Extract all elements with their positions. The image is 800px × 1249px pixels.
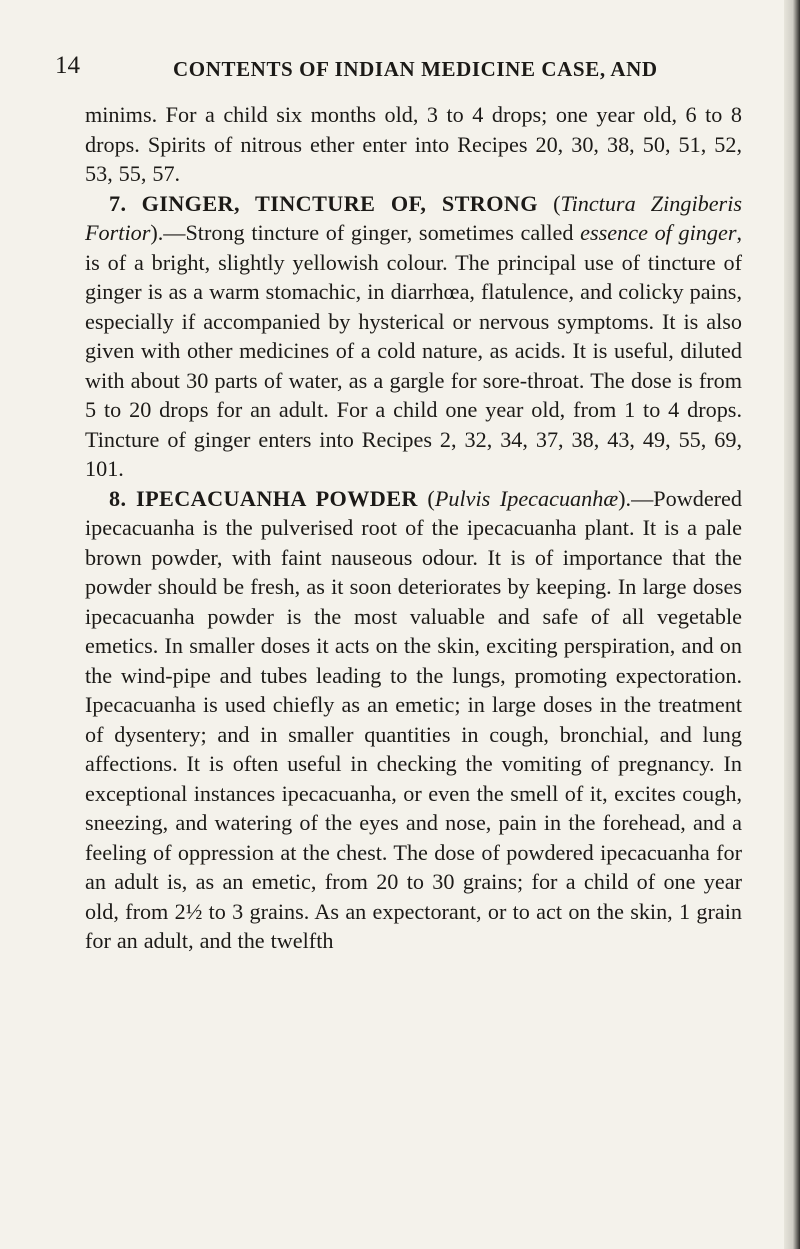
page-number: 14: [55, 52, 80, 79]
paragraph-continuation: [85, 100, 742, 189]
latin-name: Pulvis Ipecacuanhæ: [434, 485, 619, 511]
entry-number: 8.: [109, 485, 127, 511]
latin-open: (: [427, 485, 435, 511]
paragraph-text: minims. For a child six months old, 3 to 4 drops; one year old, 6 to 8 drops. Spirits of nitrous ether enter into Recipes 20, 30, 38, 50, 51, 52, 53, 55, 57.: [85, 102, 742, 186]
latin-name: Tinctura Zingiberis Fortior: [85, 190, 742, 245]
latin-close: ).—: [618, 485, 654, 511]
latin-open: (: [553, 190, 561, 216]
entry-title: IPECACUANHA POWDER: [136, 485, 418, 511]
entry-ginger: [85, 189, 742, 484]
entry-title: GINGER, TINCTURE OF, STRONG: [141, 190, 538, 216]
running-title: CONTENTS OF INDIAN MEDICINE CASE, AND: [173, 57, 658, 81]
page-edge: [784, 0, 800, 1249]
entry-text: Strong tincture of ginger, sometimes called: [185, 220, 581, 245]
italic-phrase: essence of ginger: [580, 220, 737, 245]
entry-number: 7.: [109, 190, 127, 216]
entry-ipecacuanha: [85, 484, 742, 956]
page-body: [85, 100, 742, 956]
running-head: [55, 40, 745, 90]
entry-text-continued: , is of a bright, slightly yellowish colour. The principal use of tincture of ginger is as a warm stomachic, in diarrhœa, flatulence, and colicky pains, especially if accompanied by hysterical or nervous symptoms. It is also given with other medicines of a cold nature, as acids. It is useful, diluted with about 30 parts of water, as a gargle for sore-throat. The dose is from 5 to 20 drops for an adult. For a child one year old, from 1 to 4 drops. Tincture of ginger enters into Recipes 2, 32, 34, 37, 38, 43, 49, 55, 69, 101.: [85, 220, 742, 481]
latin-close: ).—: [150, 220, 186, 245]
entry-text: Powdered ipecacuanha is the pulverised root of the ipecacuanha plant. It is a pale brown powder, with faint nauseous odour. It is of importance that the powder should be fresh, as it soon deteriorates by keeping. In large doses ipecacuanha powder is the most valuable and safe of all vegetable emetics. In smaller doses it acts on the skin, exciting perspiration, and on the wind-pipe and tubes leading to the lungs, promoting expectoration. Ipecacuanha is used chiefly as an emetic; in large doses in the treatment of dysentery; and in smaller quantities in cough, bronchial, and lung affections. It is often useful in checking the vomiting of pregnancy. In exceptional instances ipecacuanha, or even the smell of it, excites cough, sneezing, and watering of the eyes and nose, pain in the forehead, and a feeling of oppression at the chest. The dose of powdered ipecacuanha for an adult is, as an emetic, from 20 to 30 grains; for a child of one year old, from 2½ to 3 grains. As an expectorant, or to act on the skin, 1 grain for an adult, and the twelfth: [85, 485, 742, 953]
